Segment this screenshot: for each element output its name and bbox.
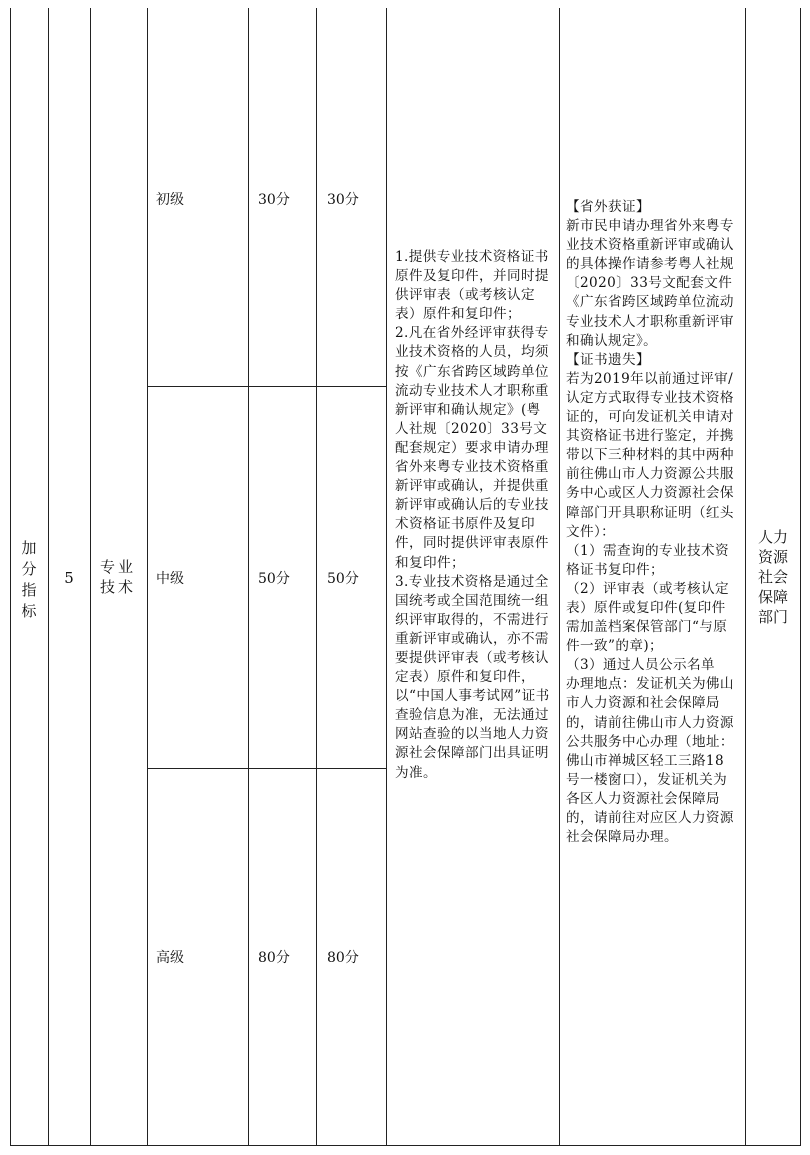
table-col-divider <box>559 8 560 1146</box>
notes-text: （2）评审表（或考核认定表）原件或复印件(复印件需加盖档案保管部门“与原件一致”的章)； <box>566 580 729 655</box>
materials-item: 3.专业技术资格是通过全国统考或全国范围统一组织评审取得的，不需进行重新评审或确认，亦不需要提供评审表（或考核认定表）原件和复印件，以“中国人事考试网”证书查验信息为准，无法通过网站查验的以当地人力资源社会保障部门出具证明为准。 <box>395 573 550 781</box>
notes-cell <box>566 198 738 847</box>
table-col-divider <box>147 8 148 1146</box>
notes-text: 办理地点：发证机关为佛山市人力资源和社会保障局的，请前往佛山市人力资源公共服务中心办理（地址：佛山市禅城区轻工三路18号一楼窗口），发证机关为各区人力资源社会保障局的，请前往对应区人力资源社会保障局办理。 <box>566 676 734 846</box>
table-col-divider <box>386 8 387 1146</box>
table-col-divider <box>745 8 746 1146</box>
level-name: 初级 <box>156 192 184 208</box>
level-score-b: 50分 <box>327 571 359 587</box>
table-border-left <box>10 8 11 1146</box>
item-cell: 专业技术 <box>99 558 136 596</box>
table-row-divider <box>147 386 387 387</box>
table-border-right <box>800 8 801 1146</box>
level-name: 中级 <box>156 571 184 587</box>
notes-heading: 【证书遗失】 <box>566 351 650 368</box>
table-col-divider <box>90 8 91 1146</box>
materials-item: 2.凡在省外经评审获得专业技术资格的人员，均须按《广东省跨区域跨单位流动专业技术人才职称重新评审和确认规定》(粤人社规〔2020〕33号文配套规定）要求申请办理省外来粤专业技术资格重新评审或确认，并提供重新评审或确认后的专业技术资格证书原件及复印件，同时提供评审表原件和复印件； <box>395 325 549 571</box>
department-cell: 人力资源社会保障部门 <box>757 528 788 626</box>
table-col-divider <box>248 8 249 1146</box>
level-score-a: 30分 <box>258 192 290 208</box>
materials-item: 1.提供专业技术资格证书原件及复印件，并同时提供评审表（或考核认定表）原件和复印件； <box>395 249 549 323</box>
level-score-b: 80分 <box>327 950 359 966</box>
table-row-divider <box>147 768 387 769</box>
level-name: 高级 <box>156 950 184 966</box>
notes-heading: 【省外获证】 <box>566 199 650 215</box>
level-score-a: 50分 <box>258 571 290 587</box>
notes-text: （3）通过人员公示名单 <box>566 657 715 674</box>
level-score-b: 30分 <box>327 192 359 208</box>
table-border-bottom <box>10 1145 801 1146</box>
number-cell: 5 <box>64 569 74 587</box>
materials-cell <box>395 248 553 783</box>
notes-text: 新市民申请办理省外来粤专业技术资格重新评审或确认的具体操作请参考粤人社规〔2020〕33号文配套文件《广东省跨区域跨单位流动专业技术人才职称重新评审和确认规定》。 <box>566 218 734 349</box>
notes-text: 若为2019年以前通过评审/认定方式取得专业技术资格证的，可向发证机关申请对其资格证书进行鉴定，并携带以下三种材料的其中两种前往佛山市人力资源公共服务中心或区人力资源社会保障部门开具职称证明（红头文件）： <box>566 370 734 540</box>
table-col-divider <box>316 8 317 1146</box>
notes-text: （1）需查询的专业技术资格证书复印件； <box>566 542 729 578</box>
category-cell: 加分指标 <box>21 539 37 620</box>
level-score-a: 80分 <box>258 950 290 966</box>
